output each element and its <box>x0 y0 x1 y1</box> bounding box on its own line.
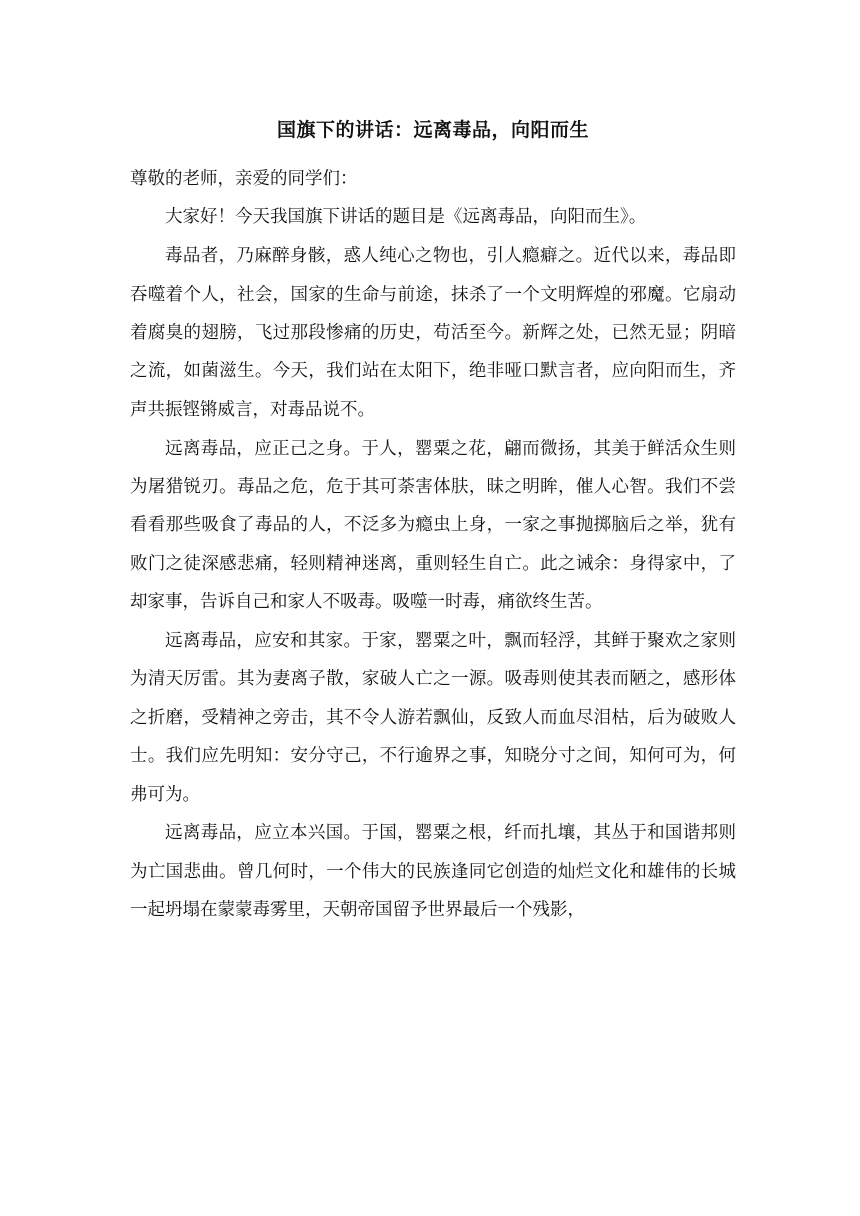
document-title: 国旗下的讲话：远离毒品，向阳而生 <box>276 119 589 141</box>
paragraph-drugs-definition: 毒品者，乃麻醉身骸，惑人纯心之物也，引人瘾癖之。近代以来，毒品即吞噬着个人，社会，国家的生命与前途，抹杀了一个文明辉煌的邪魔。它扇动着腐臭的翅膀，飞过那段惨痛的历史，苟活至今。新辉之处，已然无显；阴暗之流，如菌滋生。今天，我们站在太阳下，绝非哑口默言者，应向阳而生，齐声共振铿锵威言，对毒品说不。 <box>130 246 736 420</box>
paragraph-nation: 远离毒品，应立本兴国。于国，罂粟之根，纤而扎壤，其丛于和国谐邦则为亡国悲曲。曾几何时，一个伟大的民族逢同它创造的灿烂文化和雄伟的长城一起坍塌在蒙蒙毒雾里，天朝帝国留予世界最后一个残影， <box>130 823 736 921</box>
salutation: 尊敬的老师，亲爱的同学们： <box>130 169 358 189</box>
paragraph-self: 远离毒品，应正己之身。于人，罂粟之花，翩而微扬，其美于鲜活众生则为屠猎锐刃。毒品之危，危于其可荼害体肤，昧之明眸，催人心智。我们不尝看看那些吸食了毒品的人，不泛多为瘾虫上身，一家之事抛掷脑后之举，犹有败门之徒深感悲痛，轻则精神迷离，重则轻生自亡。此之诫余：身得家中，了却家事，告诉自己和家人不吸毒。吸噬一时毒，痛欲终生苦。 <box>130 438 736 613</box>
paragraph-greeting: 大家好！今天我国旗下讲话的题目是《远离毒品，向阳而生》。 <box>165 207 647 228</box>
paragraph-family: 远离毒品，应安和其家。于家，罂粟之叶，飘而轻浮，其鲜于聚欢之家则为清天厉雷。其为妻离子散，家破人亡之一源。吸毒则使其表而陋之，感形体之折磨，受精神之旁击，其不令人游若飘仙，反致人而血尽泪枯，后为破败人士。我们应先明知：安分守己，不行逾界之事，知晓分寸之间，知何可为，何弗可为。 <box>130 631 736 805</box>
